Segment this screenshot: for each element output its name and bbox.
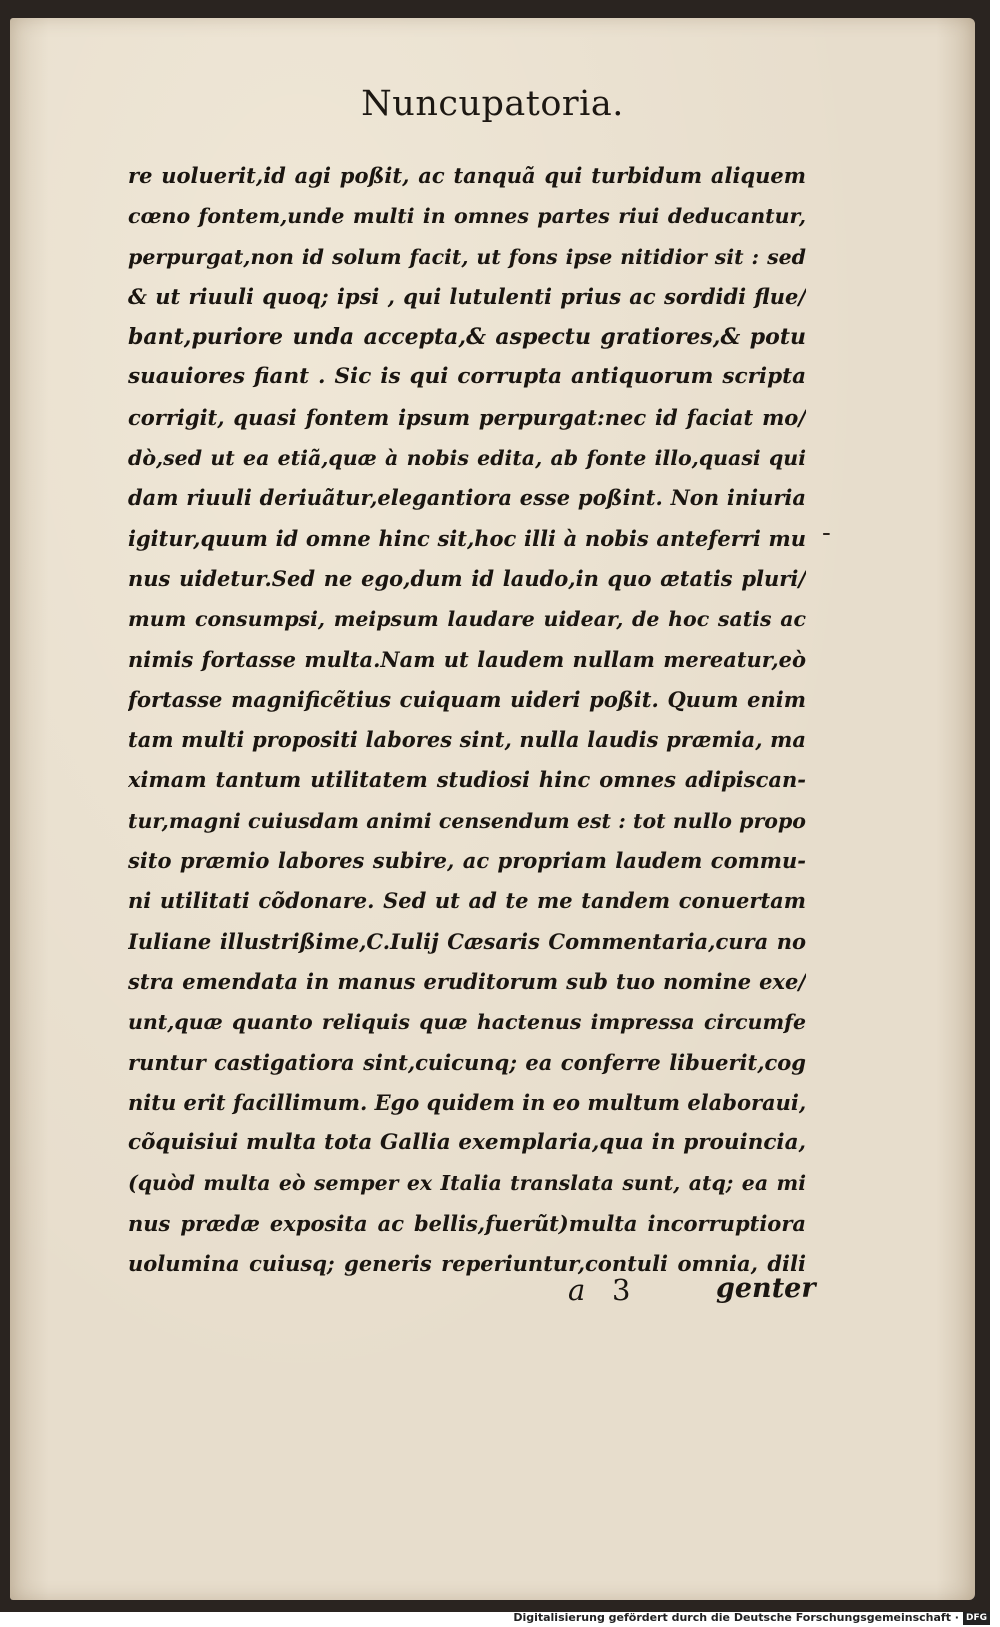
text-line: ximam tantum utilitatem studiosi hinc omnes adipiscan- (128, 767, 806, 793)
text-line: stra emendata in manus eruditorum sub tuo nomine exe/ (128, 968, 806, 994)
text-line: & ut riuuli quoq; ipsi , qui lutulenti prius ac sordidi flue/ (128, 283, 806, 309)
margin-mark: - (822, 518, 831, 548)
text-line: re uoluerit,id agi poßit, ac tanquã qui turbidum aliquem (128, 163, 806, 188)
text-line: fortasse magnificẽtius cuiquam uideri poßit. Quum enim (128, 686, 806, 712)
text-line: dò,sed ut ea etiã,quæ à nobis edita, ab fonte illo,quasi qui (128, 446, 806, 471)
book-page (10, 18, 975, 1600)
text-line: dam riuuli deriuãtur,elegantiora esse poßint. Non iniuria (128, 485, 806, 511)
running-head: Nuncupatoria. (361, 84, 624, 124)
text-line: nus uidetur.Sed ne ego,dum id laudo,in quo ætatis pluri/ (128, 565, 806, 591)
text-line: tur,magni cuiusdam animi censendum est : tot nullo propo (128, 808, 806, 833)
catchword: genter (716, 1273, 816, 1304)
text-line: corrigit, quasi fontem ipsum perpurgat:nec id faciat mo/ (128, 404, 806, 430)
text-line: cœno fontem,unde multi in omnes partes riui deducantur, (128, 204, 806, 229)
text-line: bant,puriore unda accepta,& aspectu gratiores,& potu (128, 324, 806, 351)
digitization-footer (513, 1610, 990, 1626)
text-line: igitur,quum id omne hinc sit,hoc illi à nobis anteferri mu (128, 525, 806, 551)
text-line: suauiores fiant . Sic is qui corrupta antiquorum scripta (128, 364, 806, 390)
text-line: tam multi propositi labores sint, nulla laudis præmia, ma (128, 727, 806, 753)
text-line: nimis fortasse multa.Nam ut laudem nullam mereatur,eò (128, 646, 806, 672)
text-line: uolumina cuiusq; generis reperiuntur,contuli omnia, dili (128, 1251, 806, 1277)
text-line: (quòd multa eò semper ex Italia translata sunt, atq; ea mi (128, 1171, 806, 1196)
text-line: Iuliane illustrißime,C.Iulij Cæsaris Commentaria,cura no (128, 928, 806, 954)
footer-credit: Digitalisierung gefördert durch die Deutsche Forschungsgemeinschaft · (513, 1611, 959, 1624)
text-line: mum consumpsi, meipsum laudare uidear, de hoc satis ac (128, 607, 806, 632)
text-line: runtur castigatiora sint,cuicunq; ea conferre libuerit,cog (128, 1049, 806, 1075)
text-line: nus prædæ exposita ac bellis,fuerũt)multa incorruptiora (128, 1210, 806, 1236)
signature-mark: a (568, 1273, 586, 1307)
text-line: nitu erit facillimum. Ego quidem in eo multum elaboraui, (128, 1089, 806, 1115)
text-line: sito præmio labores subire, ac propriam laudem commu- (128, 848, 806, 874)
text-line: unt,quæ quanto reliquis quæ hactenus impressa circumfe (128, 1010, 806, 1035)
body-text (128, 156, 806, 1284)
text-line: cõquisiui multa tota Gallia exemplaria,qua in prouincia, (128, 1130, 806, 1156)
text-line: perpurgat,non id solum facit, ut fons ipse nitidior sit : sed (128, 244, 806, 269)
dfg-logo: DFG (963, 1612, 990, 1625)
text-line: ni utilitati cõdonare. Sed ut ad te me tandem conuertam (128, 888, 806, 914)
folio-number: 3 (612, 1273, 631, 1307)
